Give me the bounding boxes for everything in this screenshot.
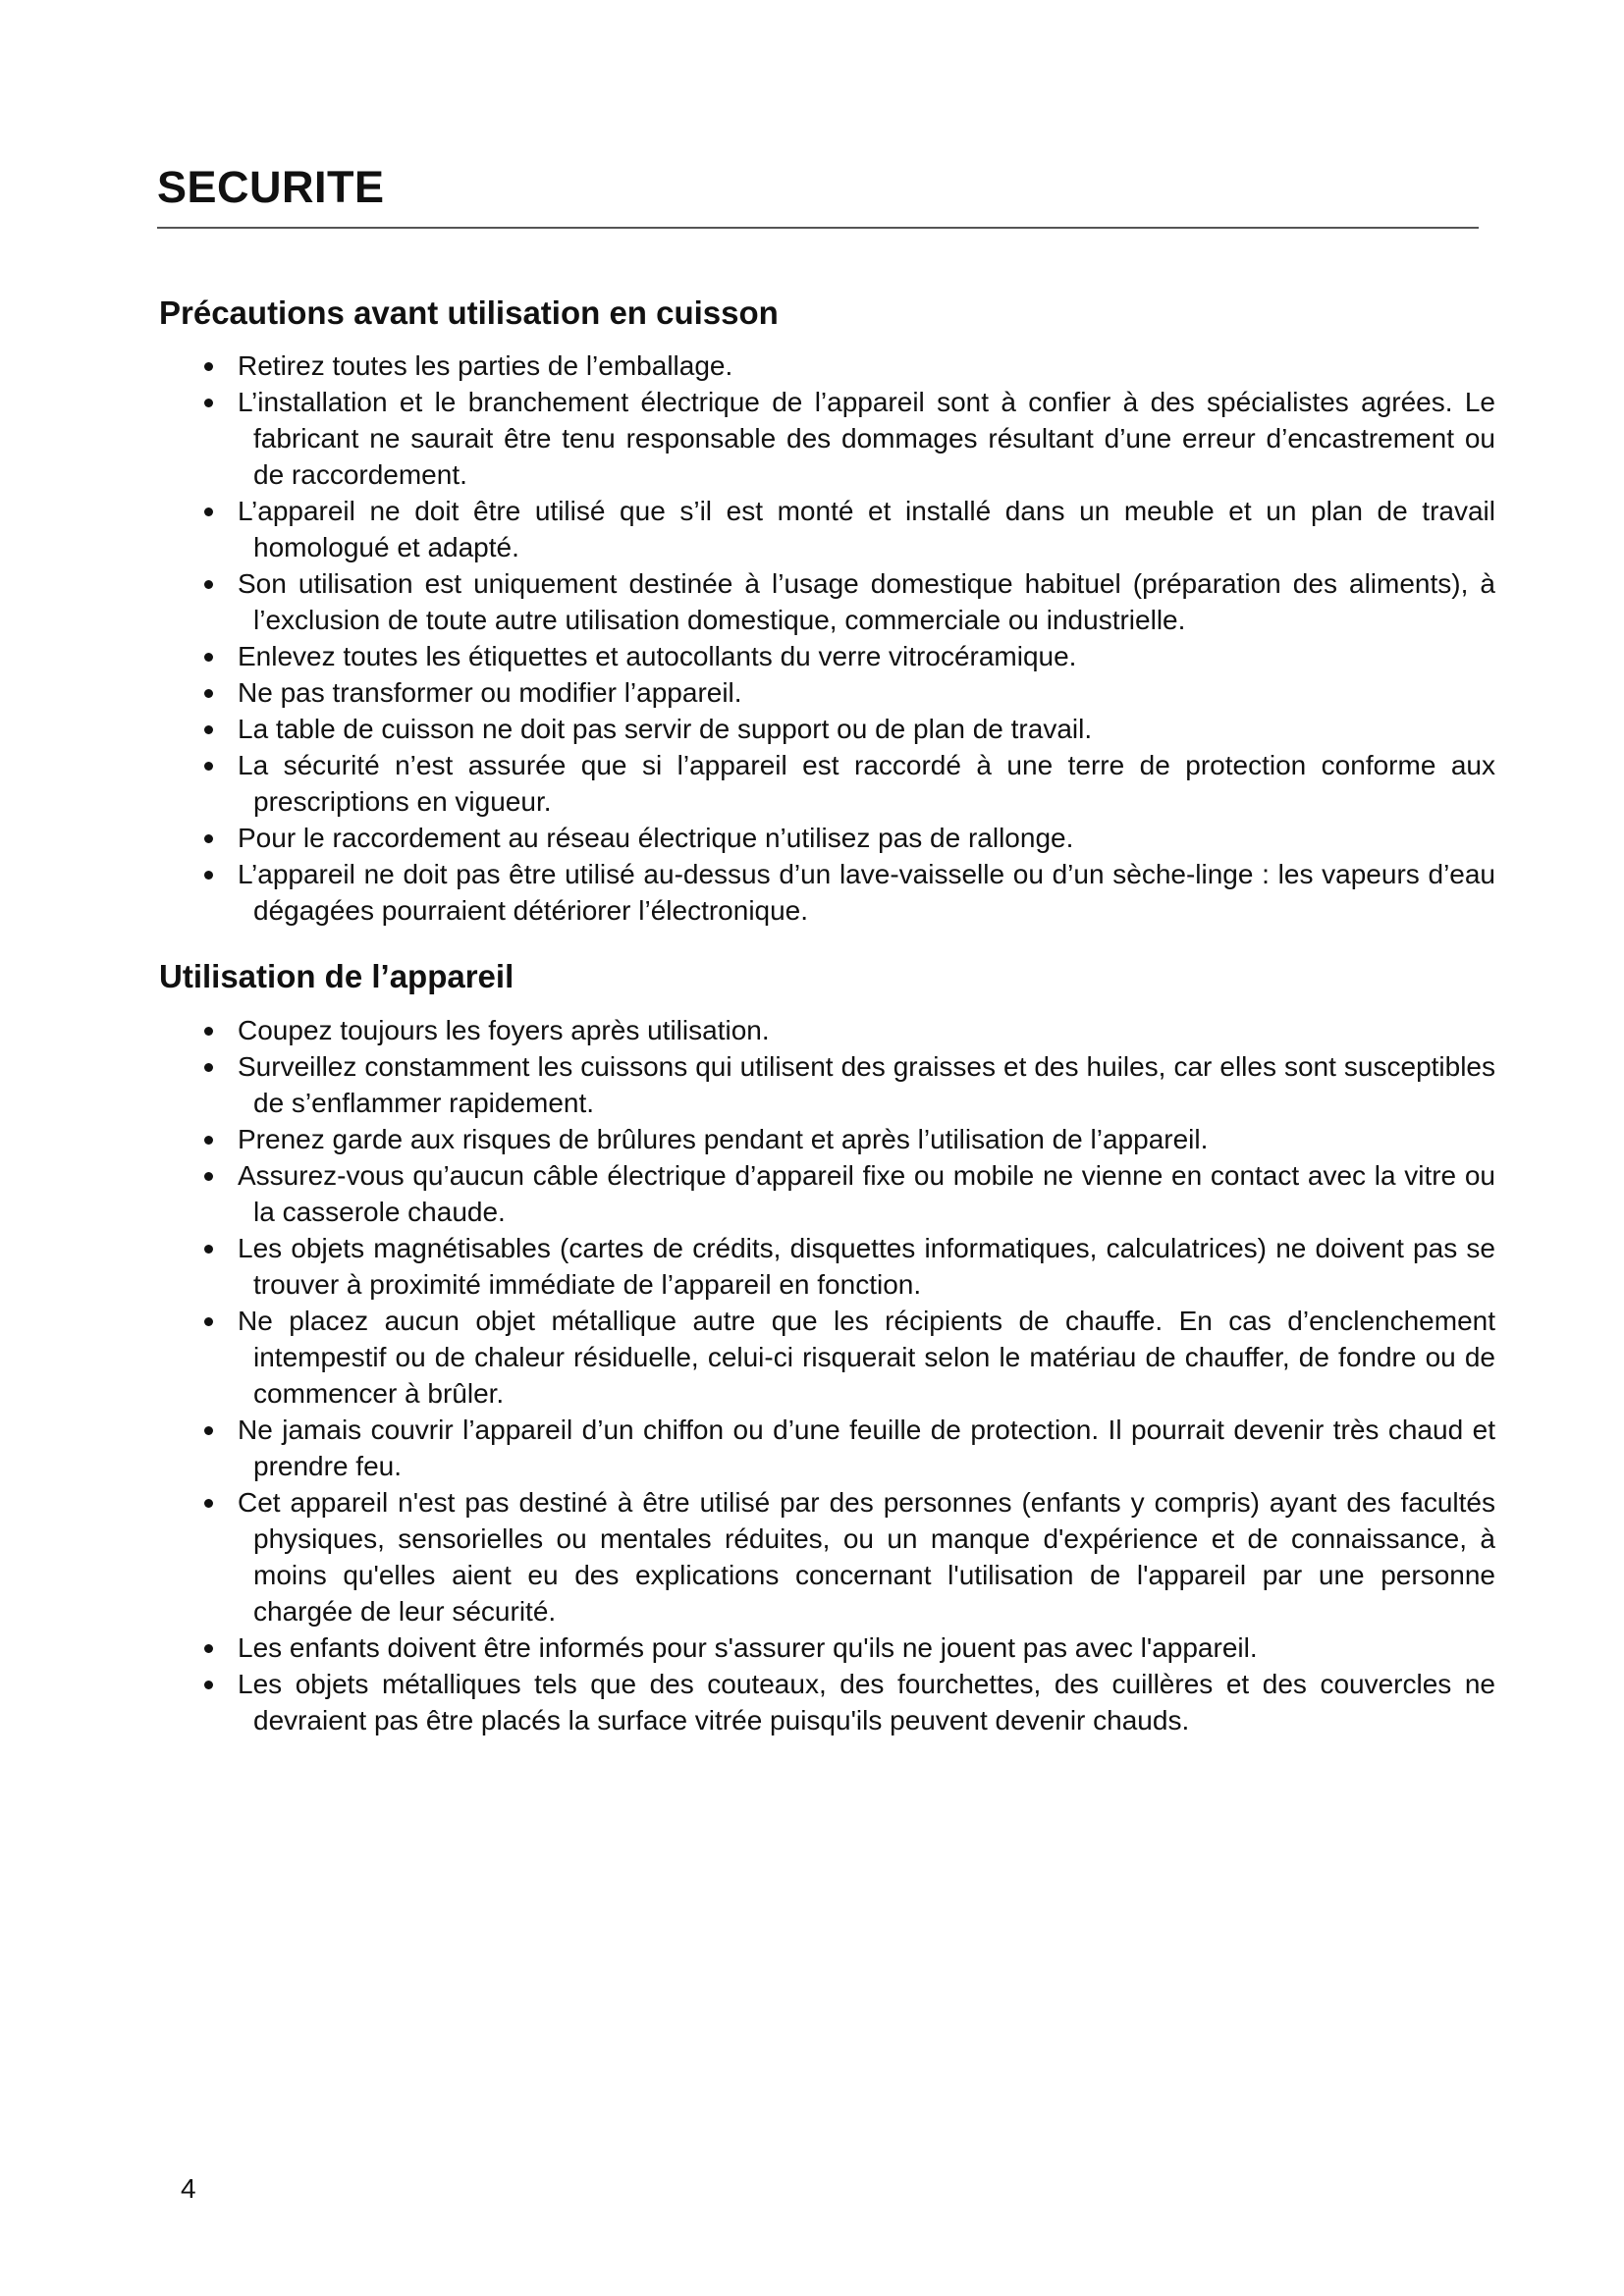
bullet-dot-icon [204,689,213,698]
bullet-dot-icon [204,834,213,843]
bullet-text: Ne jamais couvrir l’appareil d’un chiffon ou d’une feuille de protection. Il pourrait devenir très chaud et prendre feu. [238,1415,1495,1481]
precautions-bullet-list [0,347,1624,929]
bullet-dot-icon [204,362,213,371]
bullet-item [238,1157,1495,1230]
bullet-text: Assurez-vous qu’aucun câble électrique d’appareil fixe ou mobile ne vienne en contact avec la vitre ou la casserole chaude. [238,1160,1495,1227]
bullet-dot-icon [204,580,213,589]
bullet-dot-icon [204,1172,213,1181]
bullet-item [238,1412,1495,1484]
bullet-text: Cet appareil n'est pas destiné à être utilisé par des personnes (enfants y compris) ayant des facultés physiques, sensorielles ou mentales réduites, ou un manque d'expérience et de connaissance, à moins qu'elles aient eu des explications concernant l'utilisation de l'appareil par une personne chargée de leur sécurité. [238,1487,1495,1627]
section-heading-utilisation: Utilisation de l’appareil [159,958,514,994]
bullet-dot-icon [204,1136,213,1145]
bullet-text: Retirez toutes les parties de l’emballage. [238,350,733,381]
bullet-text: Coupez toujours les foyers après utilisation. [238,1015,770,1045]
page-title: SECURITE [157,162,385,212]
section-heading-precautions: Précautions avant utilisation en cuisson [159,294,779,331]
bullet-item [238,1303,1495,1412]
bullet-text: L’installation et le branchement électrique de l’appareil sont à confier à des spécialistes agrées. Le fabricant ne saurait être tenu responsable des dommages résultant d’une erreur d’encastrement ou de raccordement. [238,387,1495,490]
bullet-dot-icon [204,762,213,771]
bullet-dot-icon [204,1027,213,1036]
bullet-text: La table de cuisson ne doit pas servir de support ou de plan de travail. [238,714,1093,744]
title-divider [157,227,1479,229]
bullet-item [238,1012,1495,1048]
bullet-dot-icon [204,1245,213,1254]
bullet-text: Prenez garde aux risques de brûlures pendant et après l’utilisation de l’appareil. [238,1124,1209,1154]
bullet-text: Les objets magnétisables (cartes de crédits, disquettes informatiques, calculatrices) ne doivent pas se trouver à proximité immédiate de l’appareil en fonction. [238,1233,1495,1300]
bullet-dot-icon [204,1681,213,1689]
page-number: 4 [181,2173,196,2204]
bullet-text: Enlevez toutes les étiquettes et autocollants du verre vitrocéramique. [238,641,1077,671]
bullet-item [238,1666,1495,1738]
bullet-dot-icon [204,1499,213,1508]
bullet-item [238,856,1495,929]
utilisation-bullet-list [0,1012,1624,1738]
bullet-text: Pour le raccordement au réseau électrique n’utilisez pas de rallonge. [238,823,1074,853]
bullet-text: Son utilisation est uniquement destinée à l’usage domestique habituel (préparation des aliments), à l’exclusion de toute autre utilisation domestique, commerciale ou industrielle. [238,568,1495,635]
bullet-text: L’appareil ne doit être utilisé que s’il est monté et installé dans un meuble et un plan de travail homologué et adapté. [238,496,1495,562]
bullet-item [238,1230,1495,1303]
bullet-dot-icon [204,1317,213,1326]
bullet-dot-icon [204,507,213,516]
bullet-item [238,638,1495,674]
bullet-text: Les enfants doivent être informés pour s'assurer qu'ils ne jouent pas avec l'appareil. [238,1632,1258,1663]
bullet-dot-icon [204,653,213,662]
bullet-text: Les objets métalliques tels que des couteaux, des fourchettes, des cuillères et des couvercles ne devraient pas être placés la surface vitrée puisqu'ils peuvent devenir chauds. [238,1669,1495,1735]
bullet-item [238,674,1495,711]
bullet-text: Ne placez aucun objet métallique autre que les récipients de chauffe. En cas d’enclenchement intempestif ou de chaleur résiduelle, celui-ci risquerait selon le matériau de chauffer, de fondre ou de commencer à brûler. [238,1306,1495,1409]
bullet-dot-icon [204,725,213,734]
bullet-item [238,711,1495,747]
bullet-item [238,1048,1495,1121]
bullet-text: La sécurité n’est assurée que si l’appareil est raccordé à une terre de protection conforme aux prescriptions en vigueur. [238,750,1495,817]
bullet-dot-icon [204,1426,213,1435]
bullet-item [238,1629,1495,1666]
bullet-item [238,493,1495,565]
bullet-item [238,384,1495,493]
bullet-item [238,565,1495,638]
bullet-item [238,820,1495,856]
bullet-text: Ne pas transformer ou modifier l’appareil. [238,677,742,708]
bullet-text: Surveillez constamment les cuissons qui utilisent des graisses et des huiles, car elles sont susceptibles de s’enflammer rapidement. [238,1051,1495,1118]
bullet-dot-icon [204,1063,213,1072]
bullet-item [238,347,1495,384]
bullet-dot-icon [204,399,213,407]
bullet-item [238,1484,1495,1629]
bullet-dot-icon [204,1644,213,1653]
bullet-dot-icon [204,871,213,880]
bullet-item [238,1121,1495,1157]
bullet-text: L’appareil ne doit pas être utilisé au-dessus d’un lave-vaisselle ou d’un sèche-linge : les vapeurs d’eau dégagées pourraient détériorer l’électronique. [238,859,1495,926]
bullet-item [238,747,1495,820]
